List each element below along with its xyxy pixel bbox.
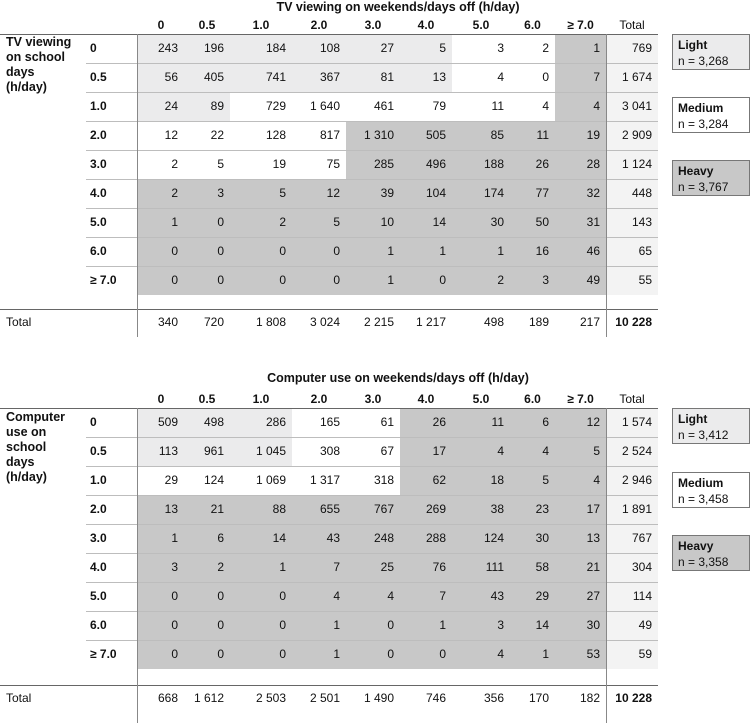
column-header: 3.0 bbox=[364, 18, 382, 32]
table-cell: 1 069 bbox=[255, 473, 286, 487]
table-cell: 269 bbox=[425, 502, 446, 516]
table-cell: 0 bbox=[171, 273, 178, 287]
table-cell: 308 bbox=[319, 444, 340, 458]
row-divider bbox=[86, 266, 658, 267]
column-header: 4.0 bbox=[417, 392, 435, 406]
table-cell: 16 bbox=[535, 244, 549, 258]
table-cell: 62 bbox=[432, 473, 446, 487]
table-cell: 4 bbox=[387, 589, 394, 603]
row-variable-title: TV viewing on school days (h/day) bbox=[6, 35, 72, 94]
row-total: 769 bbox=[631, 41, 652, 55]
table-cell: 729 bbox=[265, 99, 286, 113]
row-total: 49 bbox=[638, 618, 652, 632]
row-total: 2 524 bbox=[621, 444, 652, 458]
table-cell: 0 bbox=[279, 589, 286, 603]
table-cell: 1 bbox=[387, 273, 394, 287]
row-divider bbox=[86, 582, 658, 583]
table-cell: 81 bbox=[380, 70, 394, 84]
table-cell: 0 bbox=[439, 647, 446, 661]
table-cell: 124 bbox=[203, 473, 224, 487]
table-cell: 961 bbox=[203, 444, 224, 458]
row-header: 2.0 bbox=[90, 502, 107, 516]
table-cell: 184 bbox=[265, 41, 286, 55]
table-cell: 50 bbox=[535, 215, 549, 229]
column-header: 4.0 bbox=[417, 18, 435, 32]
panel-title: TV viewing on weekends/days off (h/day) bbox=[276, 0, 520, 14]
row-header: 6.0 bbox=[90, 244, 107, 258]
row-header: 0.5 bbox=[90, 444, 107, 458]
legend-label: Light bbox=[678, 38, 708, 52]
table-cell: 1 640 bbox=[309, 99, 340, 113]
table-cell: 2 bbox=[542, 41, 549, 55]
row-header: 5.0 bbox=[90, 589, 107, 603]
table-cell: 0 bbox=[217, 647, 224, 661]
table-cell: 767 bbox=[373, 502, 394, 516]
table-cell: 0 bbox=[171, 244, 178, 258]
column-header: 6.0 bbox=[524, 18, 541, 32]
column-total: 356 bbox=[483, 691, 504, 705]
table-cell: 1 bbox=[542, 647, 549, 661]
table-cell: 13 bbox=[432, 70, 446, 84]
table-cell: 4 bbox=[542, 99, 549, 113]
row-total: 304 bbox=[631, 560, 652, 574]
label-divider bbox=[137, 34, 138, 337]
table-cell: 19 bbox=[272, 157, 286, 171]
table-cell: 0 bbox=[333, 273, 340, 287]
grand-total: 10 228 bbox=[615, 315, 652, 329]
table-cell: 38 bbox=[490, 502, 504, 516]
legend-light bbox=[672, 408, 750, 444]
table-cell: 405 bbox=[203, 70, 224, 84]
table-cell: 0 bbox=[171, 618, 178, 632]
row-total: 55 bbox=[638, 273, 652, 287]
table-cell: 2 bbox=[217, 560, 224, 574]
row-total: 767 bbox=[631, 531, 652, 545]
column-total: 1 490 bbox=[363, 691, 394, 705]
row-total: 448 bbox=[631, 186, 652, 200]
legend-label: Light bbox=[678, 412, 708, 426]
table-cell: 0 bbox=[333, 244, 340, 258]
row-header: 0 bbox=[90, 415, 97, 429]
table-cell: 4 bbox=[593, 473, 600, 487]
table-cell: 14 bbox=[272, 531, 286, 545]
table-cell: 26 bbox=[535, 157, 549, 171]
table-cell: 498 bbox=[203, 415, 224, 429]
table-cell: 18 bbox=[490, 473, 504, 487]
column-header: 0 bbox=[157, 392, 165, 406]
table-cell: 1 bbox=[279, 560, 286, 574]
table-cell: 124 bbox=[483, 531, 504, 545]
legend-label: Medium bbox=[678, 476, 724, 490]
computer-use-table bbox=[0, 370, 750, 723]
table-cell: 29 bbox=[164, 473, 178, 487]
row-total: 2 909 bbox=[621, 128, 652, 142]
table-cell: 21 bbox=[210, 502, 224, 516]
table-cell: 26 bbox=[432, 415, 446, 429]
row-header: 5.0 bbox=[90, 215, 107, 229]
legend-light bbox=[672, 34, 750, 70]
table-cell: 0 bbox=[217, 244, 224, 258]
table-cell: 29 bbox=[535, 589, 549, 603]
panel-title: Computer use on weekends/days off (h/day) bbox=[267, 371, 529, 385]
table-cell: 1 bbox=[171, 215, 178, 229]
table-cell: 32 bbox=[586, 186, 600, 200]
legend-heavy bbox=[672, 535, 750, 571]
table-cell: 77 bbox=[535, 186, 549, 200]
column-header: ≥ 7.0 bbox=[567, 18, 594, 32]
column-header: 0.5 bbox=[198, 392, 216, 406]
table-cell: 165 bbox=[319, 415, 340, 429]
table-cell: 188 bbox=[483, 157, 504, 171]
column-total: 1 217 bbox=[415, 315, 446, 329]
row-total: 65 bbox=[638, 244, 652, 258]
table-cell: 4 bbox=[593, 99, 600, 113]
table-cell: 17 bbox=[432, 444, 446, 458]
tv-viewing-table bbox=[0, 0, 750, 337]
table-cell: 0 bbox=[217, 589, 224, 603]
column-header: 2.0 bbox=[310, 392, 328, 406]
table-cell: 288 bbox=[425, 531, 446, 545]
table-cell: 111 bbox=[485, 560, 504, 574]
table-cell: 30 bbox=[535, 531, 549, 545]
row-divider bbox=[86, 437, 658, 438]
table-cell: 56 bbox=[164, 70, 178, 84]
column-total: 340 bbox=[157, 315, 178, 329]
table-cell: 12 bbox=[164, 128, 178, 142]
table-cell: 14 bbox=[535, 618, 549, 632]
table-cell: 5 bbox=[279, 186, 286, 200]
table-cell: 0 bbox=[387, 618, 394, 632]
row-divider bbox=[86, 150, 658, 151]
table-cell: 1 317 bbox=[309, 473, 340, 487]
table-cell: 817 bbox=[319, 128, 340, 142]
row-header: 4.0 bbox=[90, 560, 107, 574]
row-divider bbox=[86, 640, 658, 641]
column-total: 182 bbox=[579, 691, 600, 705]
column-total: 170 bbox=[528, 691, 549, 705]
row-header: 3.0 bbox=[90, 157, 107, 171]
table-cell: 4 bbox=[333, 589, 340, 603]
table-cell: 30 bbox=[490, 215, 504, 229]
header-rule bbox=[0, 408, 658, 409]
table-cell: 367 bbox=[319, 70, 340, 84]
total-divider bbox=[606, 34, 607, 337]
table-cell: 108 bbox=[319, 41, 340, 55]
table-cell: 196 bbox=[203, 41, 224, 55]
column-header: 2.0 bbox=[310, 18, 328, 32]
row-divider bbox=[86, 466, 658, 467]
row-total: 59 bbox=[638, 647, 652, 661]
row-header: 1.0 bbox=[90, 99, 107, 113]
table-cell: 75 bbox=[326, 157, 340, 171]
legend-count: n = 3,412 bbox=[678, 428, 729, 442]
table-cell: 318 bbox=[373, 473, 394, 487]
table-cell: 509 bbox=[157, 415, 178, 429]
row-total: 1 891 bbox=[621, 502, 652, 516]
table-cell: 21 bbox=[586, 560, 600, 574]
table-cell: 6 bbox=[217, 531, 224, 545]
row-divider bbox=[86, 208, 658, 209]
table-cell: 79 bbox=[432, 99, 446, 113]
column-total: 2 501 bbox=[309, 691, 340, 705]
column-header: 1.0 bbox=[252, 392, 270, 406]
row-divider bbox=[86, 611, 658, 612]
column-total: 1 612 bbox=[193, 691, 224, 705]
row-total: 1 124 bbox=[621, 157, 652, 171]
table-cell: 5 bbox=[542, 473, 549, 487]
table-cell: 5 bbox=[333, 215, 340, 229]
total-column-header: Total bbox=[619, 18, 645, 32]
table-cell: 104 bbox=[425, 186, 446, 200]
table-cell: 53 bbox=[586, 647, 600, 661]
table-cell: 1 310 bbox=[363, 128, 394, 142]
column-header: ≥ 7.0 bbox=[567, 392, 594, 406]
row-header: 4.0 bbox=[90, 186, 107, 200]
table-cell: 741 bbox=[265, 70, 286, 84]
table-cell: 27 bbox=[380, 41, 394, 55]
row-divider bbox=[86, 237, 658, 238]
table-cell: 23 bbox=[535, 502, 549, 516]
table-cell: 17 bbox=[586, 502, 600, 516]
row-divider bbox=[86, 495, 658, 496]
total-row-rule bbox=[0, 309, 658, 310]
table-cell: 3 bbox=[542, 273, 549, 287]
column-header: 0.5 bbox=[198, 18, 216, 32]
table-cell: 1 bbox=[497, 244, 504, 258]
table-cell: 13 bbox=[586, 531, 600, 545]
row-divider bbox=[86, 63, 658, 64]
table-cell: 2 bbox=[279, 215, 286, 229]
table-cell: 7 bbox=[593, 70, 600, 84]
table-cell: 461 bbox=[373, 99, 394, 113]
legend-count: n = 3,458 bbox=[678, 492, 729, 506]
column-total: 2 503 bbox=[255, 691, 286, 705]
table-cell: 27 bbox=[586, 589, 600, 603]
table-cell: 11 bbox=[491, 99, 504, 113]
table-cell: 46 bbox=[586, 244, 600, 258]
row-divider bbox=[86, 179, 658, 180]
legend-count: n = 3,358 bbox=[678, 555, 729, 569]
table-cell: 61 bbox=[380, 415, 394, 429]
table-cell: 5 bbox=[217, 157, 224, 171]
table-cell: 25 bbox=[380, 560, 394, 574]
row-divider bbox=[86, 553, 658, 554]
table-cell: 3 bbox=[171, 560, 178, 574]
grand-total: 10 228 bbox=[615, 691, 652, 705]
column-header: 5.0 bbox=[472, 18, 490, 32]
table-cell: 10 bbox=[380, 215, 394, 229]
table-cell: 7 bbox=[333, 560, 340, 574]
table-cell: 88 bbox=[272, 502, 286, 516]
column-total: 3 024 bbox=[309, 315, 340, 329]
table-cell: 24 bbox=[164, 99, 178, 113]
row-header: 3.0 bbox=[90, 531, 107, 545]
column-total: 668 bbox=[157, 691, 178, 705]
column-total: 189 bbox=[528, 315, 549, 329]
label-divider bbox=[137, 408, 138, 723]
legend-medium bbox=[672, 472, 750, 508]
column-header: 5.0 bbox=[472, 392, 490, 406]
row-header: 0 bbox=[90, 41, 97, 55]
table-cell: 12 bbox=[586, 415, 600, 429]
row-divider bbox=[86, 92, 658, 93]
column-total: 1 808 bbox=[255, 315, 286, 329]
table-cell: 58 bbox=[535, 560, 549, 574]
table-cell: 30 bbox=[586, 618, 600, 632]
total-column-header: Total bbox=[619, 392, 645, 406]
table-cell: 128 bbox=[265, 128, 286, 142]
row-header: 6.0 bbox=[90, 618, 107, 632]
table-cell: 0 bbox=[171, 589, 178, 603]
table-cell: 0 bbox=[387, 647, 394, 661]
table-cell: 85 bbox=[490, 128, 504, 142]
table-cell: 0 bbox=[279, 244, 286, 258]
table-cell: 2 bbox=[497, 273, 504, 287]
table-cell: 31 bbox=[586, 215, 600, 229]
table-cell: 1 bbox=[439, 244, 446, 258]
legend-heavy bbox=[672, 160, 750, 196]
total-row-rule bbox=[0, 685, 658, 686]
row-total: 143 bbox=[631, 215, 652, 229]
table-cell: 2 bbox=[171, 186, 178, 200]
table-cell: 3 bbox=[497, 41, 504, 55]
table-cell: 4 bbox=[542, 444, 549, 458]
column-header: 1.0 bbox=[252, 18, 270, 32]
table-cell: 67 bbox=[380, 444, 394, 458]
table-cell: 28 bbox=[586, 157, 600, 171]
table-cell: 0 bbox=[279, 273, 286, 287]
table-cell: 113 bbox=[158, 444, 178, 458]
table-cell: 19 bbox=[586, 128, 600, 142]
table-cell: 243 bbox=[157, 41, 178, 55]
table-cell: 1 bbox=[593, 41, 600, 55]
row-total: 114 bbox=[632, 589, 652, 603]
table-cell: 13 bbox=[164, 502, 178, 516]
table-cell: 2 bbox=[171, 157, 178, 171]
table-cell: 5 bbox=[439, 41, 446, 55]
row-header: ≥ 7.0 bbox=[90, 647, 117, 661]
row-total: 3 041 bbox=[621, 99, 652, 113]
table-cell: 43 bbox=[490, 589, 504, 603]
table-cell: 3 bbox=[497, 618, 504, 632]
row-header: 0.5 bbox=[90, 70, 107, 84]
table-cell: 1 bbox=[333, 618, 340, 632]
table-cell: 1 bbox=[333, 647, 340, 661]
table-cell: 22 bbox=[210, 128, 224, 142]
table-cell: 7 bbox=[439, 589, 446, 603]
legend-label: Heavy bbox=[678, 164, 714, 178]
table-cell: 14 bbox=[432, 215, 446, 229]
table-cell: 3 bbox=[217, 186, 224, 200]
table-cell: 285 bbox=[373, 157, 394, 171]
table-cell: 12 bbox=[326, 186, 340, 200]
table-cell: 655 bbox=[319, 502, 340, 516]
column-total: 2 215 bbox=[363, 315, 394, 329]
legend-label: Medium bbox=[678, 101, 724, 115]
legend-medium bbox=[672, 97, 750, 133]
total-row-label: Total bbox=[6, 315, 32, 329]
table-cell: 49 bbox=[586, 273, 600, 287]
row-variable-title: Computer use on school days (h/day) bbox=[6, 410, 66, 484]
table-cell: 0 bbox=[217, 215, 224, 229]
total-row-label: Total bbox=[6, 691, 32, 705]
legend-count: n = 3,284 bbox=[678, 117, 729, 131]
table-cell: 4 bbox=[497, 444, 504, 458]
table-cell: 174 bbox=[483, 186, 504, 200]
row-header: 1.0 bbox=[90, 473, 107, 487]
row-header: ≥ 7.0 bbox=[90, 273, 117, 287]
table-cell: 286 bbox=[265, 415, 286, 429]
table-cell: 1 bbox=[171, 531, 178, 545]
column-total: 746 bbox=[425, 691, 446, 705]
row-header: 2.0 bbox=[90, 128, 107, 142]
column-header: 6.0 bbox=[524, 392, 541, 406]
table-cell: 496 bbox=[425, 157, 446, 171]
row-divider bbox=[86, 524, 658, 525]
column-header: 3.0 bbox=[364, 392, 382, 406]
table-cell: 4 bbox=[497, 647, 504, 661]
row-divider bbox=[86, 121, 658, 122]
table-cell: 0 bbox=[439, 273, 446, 287]
table-cell: 0 bbox=[171, 647, 178, 661]
table-cell: 0 bbox=[279, 647, 286, 661]
column-total: 720 bbox=[203, 315, 224, 329]
table-cell: 11 bbox=[536, 128, 549, 142]
table-cell: 6 bbox=[542, 415, 549, 429]
table-cell: 1 bbox=[387, 244, 394, 258]
legend-count: n = 3,767 bbox=[678, 180, 729, 194]
column-total: 217 bbox=[579, 315, 600, 329]
table-cell: 4 bbox=[497, 70, 504, 84]
table-cell: 76 bbox=[432, 560, 446, 574]
table-cell: 505 bbox=[425, 128, 446, 142]
table-cell: 89 bbox=[210, 99, 224, 113]
legend-label: Heavy bbox=[678, 539, 714, 553]
header-rule bbox=[0, 34, 658, 35]
table-cell: 248 bbox=[373, 531, 394, 545]
row-total: 2 946 bbox=[621, 473, 652, 487]
legend-count: n = 3,268 bbox=[678, 54, 729, 68]
table-cell: 0 bbox=[279, 618, 286, 632]
table-cell: 0 bbox=[542, 70, 549, 84]
column-header: 0 bbox=[157, 18, 165, 32]
table-cell: 39 bbox=[380, 186, 394, 200]
row-total: 1 574 bbox=[621, 415, 652, 429]
column-total: 498 bbox=[483, 315, 504, 329]
table-cell: 1 bbox=[439, 618, 446, 632]
table-cell: 0 bbox=[217, 618, 224, 632]
table-cell: 11 bbox=[491, 415, 504, 429]
table-cell: 43 bbox=[326, 531, 340, 545]
row-total: 1 674 bbox=[621, 70, 652, 84]
table-cell: 5 bbox=[593, 444, 600, 458]
table-cell: 0 bbox=[217, 273, 224, 287]
table-cell: 1 045 bbox=[255, 444, 286, 458]
total-divider bbox=[606, 408, 607, 723]
